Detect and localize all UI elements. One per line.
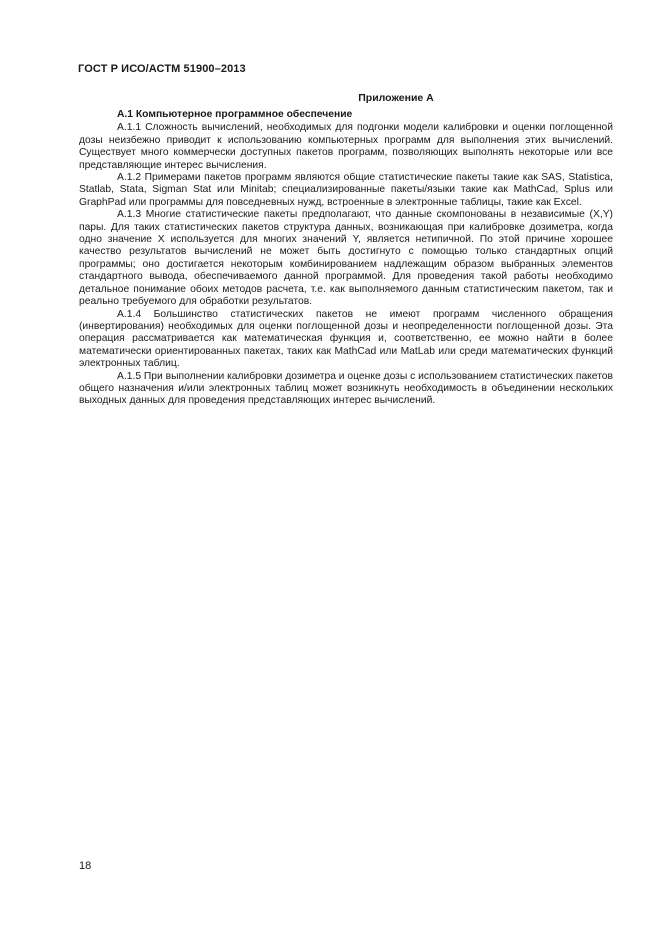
document-code: ГОСТ Р ИСО/АСТМ 51900–2013	[78, 63, 246, 75]
section-title: А.1 Компьютерное программное обеспечение	[117, 109, 353, 120]
section-content	[79, 109, 613, 408]
paragraph-a-1-3: А.1.3 Многие статистические пакеты предполагают, что данные скомпонованы в независимые (X,Y) пары. Для таких статистических пакетов структура данных, возникающая при калибровке дозиметра, когда одно значение X используется для многих значений Y, является нетипичной. По этой причине хорошее качество результатов вычислений не может быть достигнуто с помощью только стандартных опций программы; оно достигается некоторым комбинированием надлежащим образом выбранных элементов стандартного вывода, обеспечиваемого данной программой. Для проведения такой работы необходимо детальное понимание обоих методов расчета, т.е. как выполняемого данным статистическим пакетом, так и реально требуемого для обработки результатов.	[79, 209, 613, 308]
paragraph-a-1-4: А.1.4 Большинство статистических пакетов не имеют программ численного обращения (инвертирования) необходимых для оценки поглощенной дозы и неопределенности поглощенной дозы. Эта операция рассматривается как математическая функция и, соответственно, ее можно найти в более математически ориентированных пакетах, таких как MathCad или MatLab или среди математических функций электронных таблиц.	[79, 308, 613, 370]
appendix-title: Приложение А	[358, 92, 434, 104]
paragraph-a-1-2: А.1.2 Примерами пакетов программ являются общие статистические пакеты такие как SAS, Statistica, Statlab, Stata, Sigman Stat или Minitab; специализированные пакеты/языки такие как MathCad, Splus или GraphPad или программы для повседневных нужд, встроенные в электронные таблицы, такие как Excel.	[79, 172, 613, 208]
paragraph-a-1-5: А.1.5 При выполнении калибровки дозиметра и оценке дозы с использованием статистических пакетов общего назначения и/или электронных таблиц может возникнуть необходимость в объединении нескольких выходных данных для проведения представляющих интерес вычислений.	[79, 370, 613, 407]
paragraph-a-1-1: А.1.1 Сложность вычислений, необходимых для подгонки модели калибровки и оценки поглощенной дозы неизбежно приводит к использованию компьютерных программ для выполнения этих вычислений. Существует много коммерчески доступных пакетов программ, позволяющих выполнять некоторые или все представляющие интерес вычисления.	[79, 122, 613, 171]
page-number: 18	[79, 860, 92, 872]
